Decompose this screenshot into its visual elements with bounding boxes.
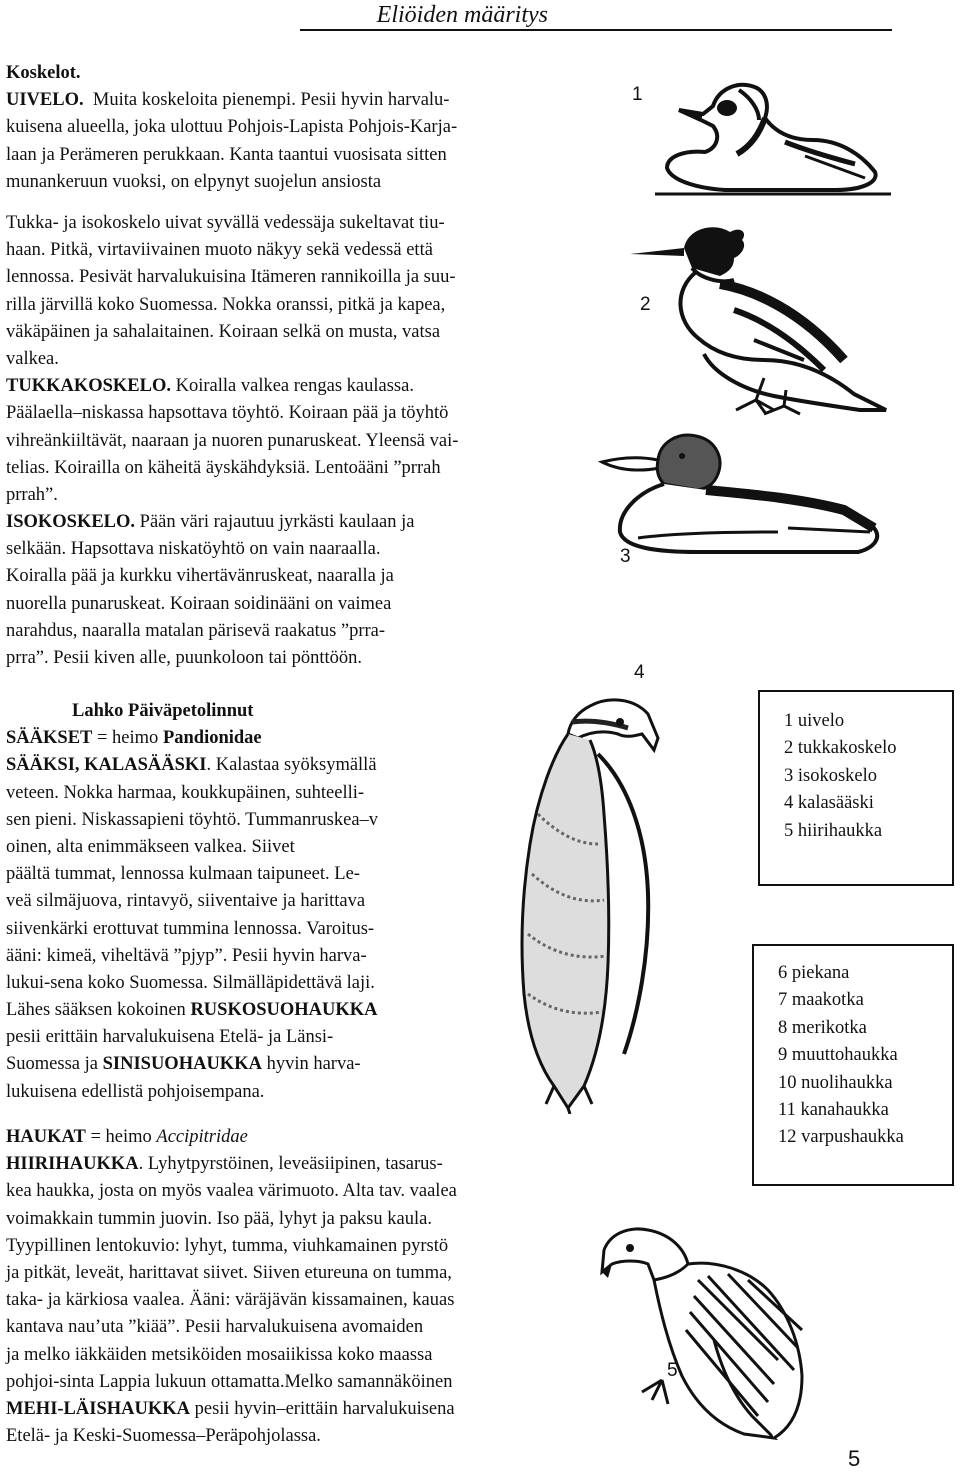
text-line: Tyypillinen lentokuvio: lyhyt, tumma, viuhkamainen pyrstö [6, 1235, 449, 1256]
text-line: rilla järvillä koko Suomessa. Nokka oranssi, pitkä ja kapea, [6, 294, 446, 315]
text-line: Koiralla valkea rengas kaulassa. [175, 376, 414, 397]
text-line: päältä tummat, lennossa kulmaan taipuneet. Le- [6, 864, 360, 885]
text-fragment: = heimo [85, 1127, 157, 1147]
text-line: narahdus, naaralla matalan pärisevä raakatus ”prra- [6, 620, 386, 641]
figure-number-1: 1 [632, 84, 643, 105]
species-name-hiirihaukka: HIIRIHAUKKA [6, 1154, 139, 1175]
legend-item: 12 varpushaukka [778, 1127, 904, 1148]
hiirihaukka-illustration [598, 1220, 808, 1442]
legend-item: 1 uivelo [784, 711, 845, 731]
figure-number-5: 5 [667, 1360, 678, 1381]
text-line: telias. Koirailla on käheitä äyskähdyksiä. Lentoääni ”prrah [6, 457, 441, 478]
text-fragment: . Kalastaa syöksymällä [206, 755, 377, 776]
species-name-uivelo: UIVELO. [6, 90, 84, 111]
text-line: nuorella punaruskeat. Koiraan soidinääni on vaimea [6, 593, 392, 614]
text-line: kuisena alueella, joka ulottuu Pohjois-Lapista Pohjois-Karja- [6, 117, 458, 138]
figure-number-4: 4 [634, 662, 645, 683]
legend-item: 4 kalasääski [784, 793, 874, 814]
text-fragment: = heimo [92, 728, 163, 749]
saaksi-section [6, 698, 378, 1106]
legend-item: 7 maakotka [778, 990, 864, 1011]
text-line: veä silmäjuova, rintavyö, siiventaive ja harittava [6, 891, 366, 912]
text-line: voimakkain tummin juovin. Iso pää, lyhyt ja paksu kaula. [6, 1208, 432, 1229]
kalasaaski-illustration [458, 694, 668, 1114]
text-line: prra”. Pesii kiven alle, puunkoloon tai pönttöön. [6, 648, 363, 668]
family-latin-accipitridae: Accipitridae [156, 1127, 248, 1147]
text-fragment: pesii hyvin–erittäin harvalukuisena [190, 1398, 455, 1419]
text-line: lukui-sena koko Suomessa. Silmälläpidettävä laji. [6, 972, 375, 993]
isokoskelo-illustration [598, 428, 894, 560]
haukat-section [6, 1124, 457, 1450]
text-fragment: Suomessa ja [6, 1054, 103, 1075]
text-fragment: Lähes sääksen kokoinen [6, 1000, 191, 1021]
text-line: Muita koskeloita pienempi. Pesii hyvin harvalu- [92, 90, 450, 111]
text-line: ääni: kimeä, viheltävä ”pjyp”. Pesii hyvin harva- [6, 945, 367, 966]
text-line: laan ja Perämeren perukkaan. Kanta taantui vuosisata sitten [6, 144, 447, 165]
text-line: sen pieni. Niskassapieni töyhtö. Tummanruskea–v [6, 809, 379, 830]
legend-item: 6 piekana [778, 963, 850, 983]
text-line: oinen, alta enimmäkseen valkea. Siivet [6, 836, 295, 857]
text-line: prrah”. [6, 484, 58, 505]
family-name-saakset: SÄÄKSET [6, 728, 93, 749]
text-line: ja melko iäkkäiden metsiköiden mosaiikissa koko maassa [6, 1344, 433, 1365]
text-line: Etelä- ja Keski-Suomessa–Peräpohjolassa. [6, 1426, 321, 1447]
species-name-mehilaishaukka: MEHI-LÄISHAUKKA [6, 1398, 190, 1419]
legend-item: 5 hiirihaukka [784, 820, 883, 841]
text-line: munankeruun vuoksi, on elpynyt suojelun ansiosta [6, 171, 382, 192]
species-name-tukkakoskelo: TUKKAKOSKELO. [6, 376, 171, 397]
uivelo-section [6, 60, 457, 196]
section-heading-koskelot: Koskelot. [6, 63, 81, 83]
species-name-ruskosuohaukka: RUSKOSUOHAUKKA [190, 1000, 378, 1021]
page-header-title: Eliöiden määritys [376, 2, 548, 28]
species-name-isokoskelo: ISOKOSKELO. [6, 512, 136, 533]
koskelo-section [6, 210, 458, 672]
text-line: selkään. Hapsottava niskatöyhtö on vain naaraalla. [6, 539, 381, 560]
text-line: kea haukka, josta on myös vaalea värimuoto. Alta tav. vaalea [6, 1181, 457, 1202]
text-line: Koiralla pää ja kurkku vihertävänruskeat, naaralla ja [6, 566, 394, 587]
legend-item: 8 merikotka [778, 1017, 867, 1038]
tukkakoskelo-illustration [624, 210, 890, 420]
text-fragment: hyvin harva- [261, 1054, 361, 1075]
text-line: ja pitkät, leveät, harittavat siivet. Siiven etureuna on tumma, [6, 1262, 452, 1283]
legend-item: 9 muuttohaukka [778, 1045, 898, 1066]
figure-number-2: 2 [640, 294, 651, 315]
header-divider [300, 29, 892, 31]
text-line: väkäpäinen ja sahalaitainen. Koiraan selkä on musta, vatsa [6, 321, 441, 342]
text-line: haan. Pitkä, virtaviivainen muoto näkyy sekä vedessä että [6, 240, 433, 261]
text-line: veteen. Nokka harmaa, koukkupäinen, suhteelli- [6, 782, 365, 803]
text-line: lennossa. Pesivät harvalukuisina Itämeren rannikoilla ja suu- [6, 267, 456, 288]
uivelo-illustration [655, 60, 895, 200]
order-heading: Lahko Päiväpetolinnut [72, 701, 254, 721]
page-number: 5 [848, 1446, 861, 1471]
text-line: lukuisena edellistä pohjoisempana. [6, 1081, 265, 1102]
legend-item: 10 nuolihaukka [778, 1072, 893, 1093]
family-name-haukat: HAUKAT [6, 1127, 86, 1147]
text-line: pohjoi-sinta Lappia lukuun ottamatta.Melko samannäköinen [6, 1371, 453, 1392]
legend-item: 2 tukkakoskelo [784, 738, 897, 759]
species-name-sinisuohaukka: SINISUOHAUKKA [102, 1054, 262, 1075]
text-line: pesii erittäin harvalukuisena Etelä- ja Länsi- [6, 1027, 334, 1048]
legend-item: 3 isokoskelo [784, 765, 878, 786]
text-line: Päälaella–niskassa hapsottava töyhtö. Koiraan pää ja töyhtö [6, 403, 449, 424]
text-line: siivenkärki erottuvat tummina lennossa. Varoitus- [6, 918, 375, 939]
figure-number-3: 3 [620, 546, 631, 567]
text-line: kantava nau’uta ”kiää”. Pesii harvalukuisena avomaiden [6, 1317, 424, 1338]
family-latin-pandionidae: Pandionidae [162, 728, 262, 749]
text-line: vihreänkiiltävät, naaraan ja nuoren punaruskeat. Yleensä vai- [6, 430, 459, 451]
text-line: Pään väri rajautuu jyrkästi kaulaan ja [139, 512, 415, 533]
species-name-saaksi: SÄÄKSI, KALASÄÄSKI [6, 755, 207, 776]
text-fragment: . Lyhytpyrstöinen, leveäsiipinen, tasarus- [138, 1154, 443, 1175]
text-line: Tukka- ja isokoskelo uivat syvällä vedessäja sukeltavat tiu- [6, 213, 445, 233]
text-line: taka- ja kärkiosa vaalea. Ääni: väräjävän kissamainen, kauas [6, 1290, 455, 1311]
legend-item: 11 kanahaukka [778, 1100, 889, 1121]
legend-box-1 [758, 690, 954, 886]
legend-box-2 [752, 944, 954, 1186]
text-line: valkea. [6, 348, 59, 369]
